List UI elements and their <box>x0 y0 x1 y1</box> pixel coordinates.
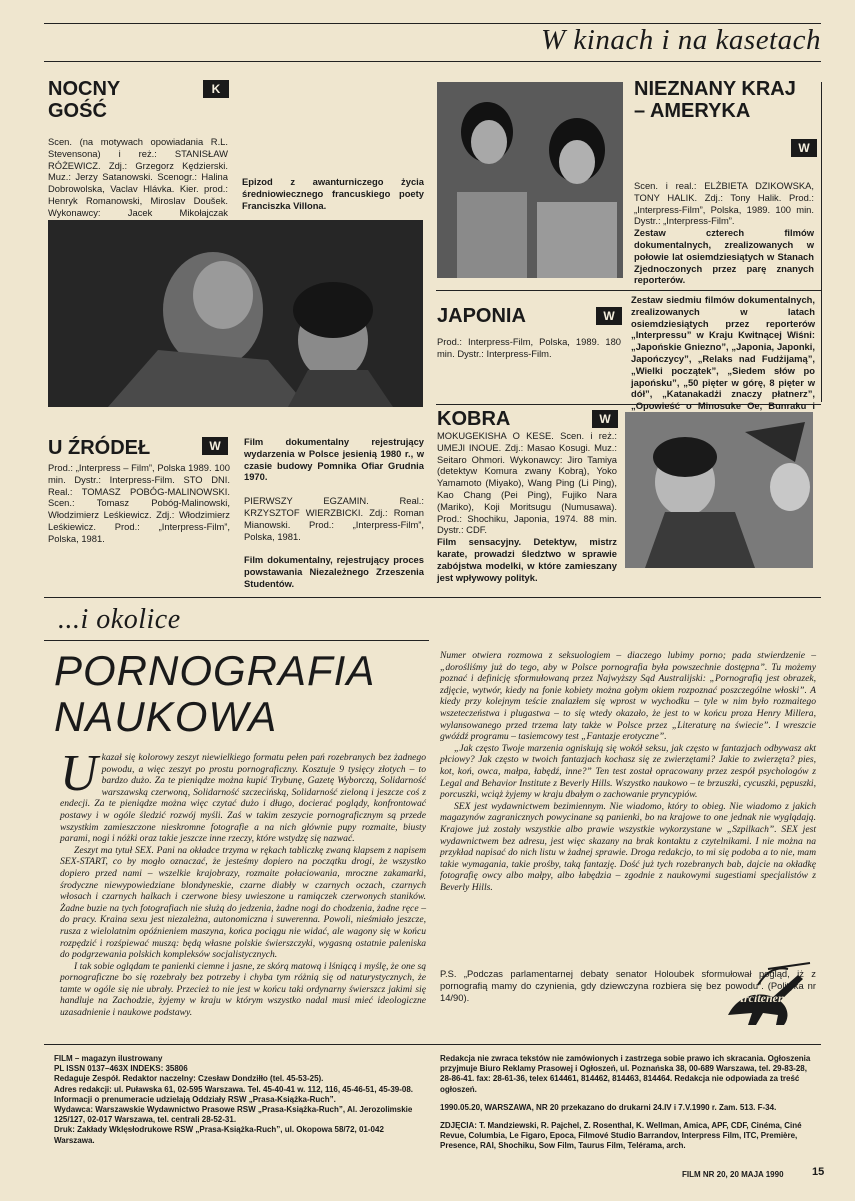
zrodel-text-right <box>244 436 424 589</box>
article-title-nocny: NOCNY GOŚĆ <box>48 78 121 122</box>
nocny-still-image <box>48 220 423 407</box>
arcitenens-logo <box>718 955 818 1029</box>
rating-badge-japonia: W <box>596 307 622 325</box>
section-header: W kinach i na kasetach <box>541 24 821 56</box>
nieznany-photo <box>437 82 623 278</box>
nieznany-text <box>634 180 814 286</box>
right-column-rule <box>821 82 822 402</box>
okolice-header-rule <box>44 640 429 641</box>
logo-text: Arcitenens <box>736 991 790 1005</box>
okolice-right-paragraph-1: Numer otwiera rozmowa z seksuologiem – diaczego lubimy porno; pada stwierdzenie – „dorośliśmy już do tego, aby w Polsce pornografia była powszechnie dostępna”. Tu możemy poznać i definicję sformułowaną przez Najwyższy Sąd Australijski: „Pornografią jest obrazek, zdjęcie, wytwór, kiedy na fonie kobiety można gołym okiem rozpoznać poszczególne włoski”. A kiedy przy kolejnym teście znalazłem się wprost w wychodku – tyle w nim było rozmaitego wszeteczeństwa i plugastwa – to się wtedy okazało, że jest to w końcu proza Henry Millera, wylansowanego przed trzema laty także w Polsce przez „Literaturę na świecie”. I wreszcie gwóźdź programu – tasiemcowy test „Fantazje erotyczne”. <box>440 650 816 743</box>
okolice-header: ...i okolice <box>58 604 181 635</box>
kobra-photo <box>625 412 813 568</box>
zrodel-credits2: PIERWSZY EGZAMIN. Real.: KRZYSZTOF WIERZBICKI. Zdj.: Roman Mianowski. Prod.: „Interpress-Film”, Polska, 1981. <box>244 495 424 542</box>
japonia-summary: Zestaw siedmiu filmów dokumentalnych, zrealizowanych w latach osiemdziesiątych przez reporterów „Interpressu” w Kraju Kwitnącej Wiśni: „Japońskie Gniezno”, „Japonia, Japonki, Japończycy”, „Relaks nad Fudżijamą”, „Wielki początek”, „Siedem słów po japońsku”, „50 pięter w górę, 8 pięter w dół”, „Katanakadżi znaczy płatnerz”, „Opowieść o Minosuke Oe, Bunraku i <box>631 294 815 412</box>
okolice-ps: P.S. „Podczas parlamentarnej debaty senator Holoubek sformułował pogląd, iż z pornografią mamy do czynienia, gdy dziewczyna rozbiera się bez powodu”. (Polityka nr 14/90). <box>440 968 816 1003</box>
footer-left: FILM – magazyn ilustrowany PL ISSN 0137–463X INDEKS: 35806 Redaguje Zespół. Redaktor naczelny: Czesław Dondziłło (tel. 45-53-25). Adres redakcji: ul. Puławska 61, 02-595 Warszawa. Tel. 45-40-41 w. 112, 116, 45-46-51, 45-39-08. Informacji o prenumeracie udzielają Oddziały RSW „Prasa-Książka-Ruch”. Wydawca: Warszawskie Wydawnictwo Prasowe RSW „Prasa-Książka-Ruch”, Al. Jerozolimskie 125/127, 02-017 Warszawa, tel. centrali 28-52-31. Druk: Zakłady Wklęsłodrukowe RSW „Prasa-Książka-Ruch”, ul. Okopowa 58/72, 01-042 Warszawa. <box>54 1054 414 1145</box>
rating-badge-nieznany: W <box>791 139 817 157</box>
issue-line: FILM NR 20, 20 MAJA 1990 <box>682 1170 784 1179</box>
nocny-summary: Epizod z awanturniczego życia średniowiecznego francuskiego poety Franciszka Villona. <box>242 176 424 211</box>
nieznany-credits: Scen. i real.: ELŻBIETA DZIKOWSKA, TONY HALIK. Zdj.: Tony Halik. Prod.: „Interpress-Film”, Polska, 1989. 100 min. Dystr.: „Interpress-Film”. <box>634 180 814 227</box>
article-title-zrodel: U ŹRÓDEŁ <box>48 437 151 459</box>
okolice-right-column <box>440 650 816 966</box>
nocny-credits: Scen. (na motywach opowiadania R.L. Stevensona) i reż.: STANISŁAW RÓŻEWICZ. Zdj.: Grzegorz Kędzierski. Muz.: Jerzy Satanowski. Scenogr.: Halina Dobrowolska, Vaclav Hlávka. Kier. prod.: Henryk Romanowski, Miroslav Doušek. Wykonawcy: Jacek Mikołajczak <box>48 136 228 218</box>
nieznany-still-image <box>437 82 623 278</box>
dropcap: U <box>60 745 98 802</box>
okolice-right-paragraph-2: „Jak często Twoje marzenia ogniskują się wokół seksu, jak często w fantazjach odbywasz akt płciowy? Jak często w twoich fantazjach kochasz się ze zwierzętami? Jakie to zwierzęta? pies, kot, koń, owca, małpa, łabędź, inne?” Ten test został opracowany przez zespół psychologów z Legal and Behavior Institute z Beverly Hills. Wszystko naukowo – te brzuszki, cycuszki, pępuszki, porcuszki, wciąż żyjemy w kraju dbałym o zachowanie pryncypiów. <box>440 742 816 801</box>
okolice-top-rule <box>44 597 821 598</box>
article-title-kobra: KOBRA <box>437 408 511 430</box>
rating-badge-zrodel: W <box>202 437 228 455</box>
footer-right: Redakcja nie zwraca tekstów nie zamówionych i zastrzega sobie prawo ich skracania. Ogłoszenia przyjmuje Biuro Reklamy Prasowej i Ogłoszeń, ul. Poznańska 38, 00-689 Warszawa, tel. 29-83-28, 28-86-41. fax: 28-61-36, telex 614461, 814462, 814463, 814464. Redakcja nie odpowiada za treść ogłoszeń. 1990.05.20, WARSZAWA, NR 20 przekazano do drukarni 24.IV i 7.V.1990 r. Zam. 513. F-34. ZDJĘCIA: T. Mandziewski, R. Pajchel, Z. Rosenthal, K. Wellman, Amica, APF, CDF, Cinéma, Ciné Revue, Columbia, Le Figaro, Epoca, Filmové Studio Barrandov, Interpress Film, ITC, Première, Presence, RAI, Shochiku, Sow Film, Taurus Film, Telérama, arch. <box>440 1054 811 1151</box>
zrodel-summary1: Film dokumentalny rejestrujący wydarzenia w Polsce jesienią 1980 r., w czasie budowy Pomnika Ofiar Grudnia 1970. <box>244 436 424 483</box>
header-rule <box>44 61 821 62</box>
kobra-top-rule <box>436 404 821 405</box>
kobra-still-image <box>625 412 813 568</box>
japonia-credits: Prod.: Interpress-Film, Polska, 1989. 180 min. Dystr.: Interpress-Film. <box>437 336 621 359</box>
japonia-top-rule <box>436 290 821 291</box>
nocny-photo <box>48 220 423 407</box>
nieznany-summary: Zestaw czterech filmów dokumentalnych, zrealizowanych w połowie lat osiemdziesiątych w Stanach Zjednoczonych przez parę znanych reporterów. <box>634 227 814 286</box>
nocny-credits-cont <box>242 80 424 216</box>
zrodel-credits: Prod.: „Interpress – Film”, Polska 1989. 100 min. Dystr.: Interpress-Film. STO DNI. Real.: TOMASZ POBÓG-MALINOWSKI. Scen.: Tomasz Pobóg-Malinowski, Włodzimierz Leśkiewicz. Zdj.: Włodzimierz Leśkiewicz. Prod.: „Interpress-Film”, Polska, 1981. <box>48 462 230 544</box>
okolice-left-paragraph-2: Zeszyt ma tytuł SEX. Pani na okładce trzyma w rękach tabliczkę zwaną klapsem z napisem SEX-START, co by mogło oznaczać, że jesteśmy dopiero na początku drogi, że wszystko dopiero przed nami – wszelkie krajobrazy, rozmaite połaciowania, mroczne zakamarki, środyczne niewypowiedziane blondyneskie, czarne diabły w czarnych oczach, czarnych włosach i czarnych halkach i czerwone biesy uwieszone u ramiączek czerwonych staników. Żadne buzie na tych fotografiach nie służą do jedzenia, żadne nogi do chodzenia, żadne ręce – do pracy. Kraina sexu jest niezależna, autonomiczna i suwerenna. Powoli, nieśmiało jeszcze, rusza z wielolatnim opóźnieniem maszyna, końca pociągu nie widać, ale wagony się w końcu rozpędzić i rozśpiewać muszą: będą własne polskie świerszczyki, wygasną ostatnie paleniska do podgrzewania polskich kompleksów socjalistycznych. <box>60 844 426 961</box>
kobra-text <box>437 430 617 590</box>
rating-badge-kobra: W <box>592 410 618 428</box>
page-number: 15 <box>812 1166 825 1178</box>
zrodel-text-left <box>48 462 230 574</box>
article-title-nieznany: NIEZNANY KRAJ – AMERYKA <box>634 78 796 122</box>
okolice-left-paragraph-3: I tak sobie oglądam te panienki ciemne i jasne, ze skórą matową i lśniącą i myślę, że one są pornograficzne bo się rozebrały bez potrzeby i chyba tym różnią się od naturystycznych, że tamte w ogóle się nie ubrały. Przecież to nie jest w końcu taki ordynarny świerszcz jakimi się handluje na Zachodzie, żyjemy w kraju w którym wszystko nadal musi mieć ideologiczne uzasadnienie i naukowe podstawy. <box>60 960 426 1019</box>
kobra-summary: Film sensacyjny. Detektyw, mistrz karate, prowadzi śledztwo w sprawie zabójstwa modelki, w które zamieszany jest wpływowy polityk. <box>437 536 617 583</box>
japonia-text <box>437 336 621 398</box>
okolice-right-paragraph-3: SEX jest wydawnictwem bezimiennym. Nie wiadomo, który to obieg. Nie wiadomo z jakich magazynów zagranicznych powycinane są panienki, bo na krajowe to one jednak nie wyglądają. Krajowe już zostały wszystkie albo prawie wszystkie wykorzystane w „Szpilkach”. SEX jest wydawnictwem bez adresu, jest więc skazany na brak kontaktu z czytelnikami. I nie można na przykład napisać do nich listu w żadnej sprawie. Droga redakcjo, to mi się podoba a to nie, mam takie wymagania, takie prośby, taką fantazję. Dość już tych rozebranych bab, dajcie na okładkę fotografię owcy albo małpy, albo łabędzia – zgodnie z naukowymi sugestiami specjalistów z Beverly Hills. <box>440 800 816 893</box>
okolice-left-paragraph-1: kazał się kolorowy zeszyt niewielkiego formatu pełen pań rozebranych bez żadnego powodu, a więc zeszyt po prostu pornograficzny. Kosztuje 9 tysięcy złotych – to bardzo dużo. Za te pieniądze można kupić Trybunę, Gazetę Wyborczą, Solidarność warszawską czerwoną, Solidarność szczecińską, Solidarność zieloną i jeszcze coś z endecji. Za te pieniądze można więc czytać dużo i długo, docierać poglądy, konfrontować postawy i w ogóle śledzić rozwój myśli. Zaś w takim zeszycie pornograficznym są przede wszystkim zamieszczone nieskromne fotografie a na nich głównie pupy rozmaite, biusty parami, nogi i nóżki oraz takie jeszcze inne rzeczy, które wstydzę się nazwać. <box>60 752 426 845</box>
zrodel-summary2: Film dokumentalny, rejestrujący proces powstawania Niezależnego Zrzeszenia Studentów. <box>244 554 424 589</box>
pornografia-title: PORNOGRAFIA NAUKOWA <box>54 647 376 740</box>
okolice-left-column <box>60 745 426 1032</box>
japonia-summary-col <box>631 294 815 412</box>
kobra-credits: MOKUGEKISHA O KESE. Scen. i reż.: UMEJI INOUE. Zdj.: Masao Kosugi. Muz.: Seitaro Ohmori. Wykonawcy: Jiro Tamiya (detektyw Komura zwany Kobrą), Yoko Yamamoto (Miyako), Wang Ping (Li Ping), Kao Chang (Pei Ping), Fujiko Nara (Mariko), Koji Moritsugu (Numusawa). Prod.: Shochiku, Japonia, 1974. 88 min. Dystr.: CDF. <box>437 430 617 536</box>
footer-top-rule <box>44 1044 821 1045</box>
article-title-japonia: JAPONIA <box>437 305 526 327</box>
rating-badge-nocny: K <box>203 80 229 98</box>
